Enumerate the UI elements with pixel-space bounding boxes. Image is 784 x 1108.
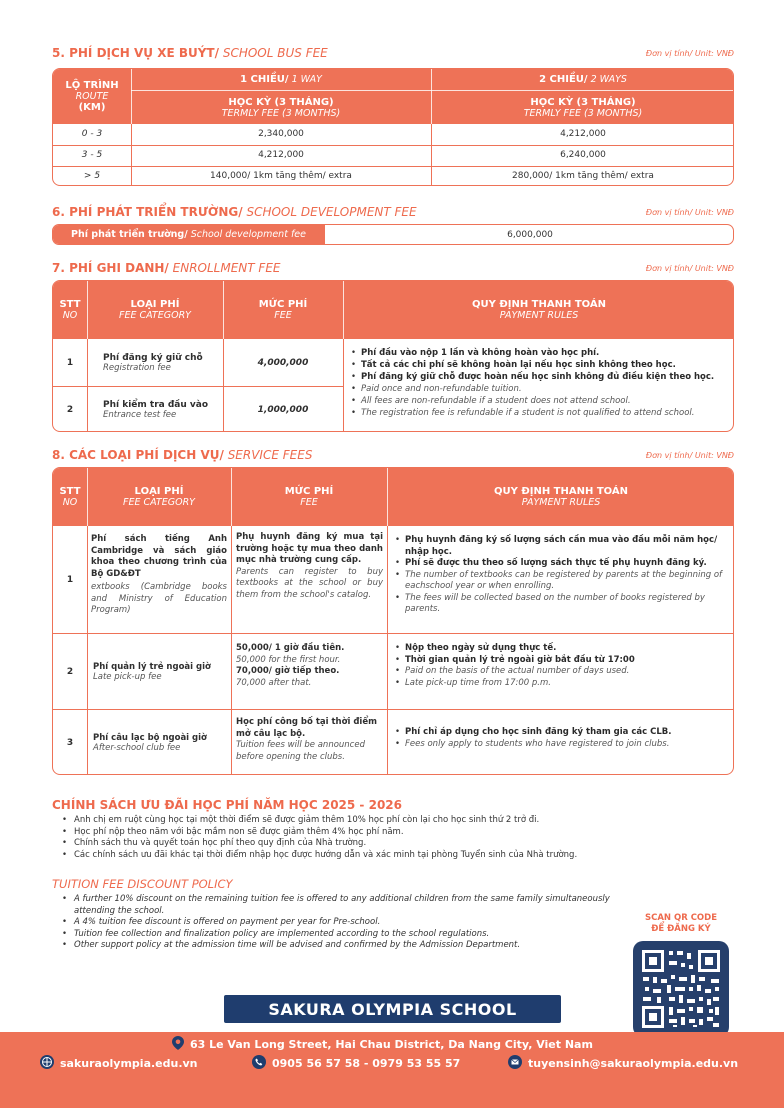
registration-qr-code[interactable]	[633, 941, 729, 1037]
one-way-term-header	[131, 91, 431, 124]
service-rule: Late pick-up time from 17:00 p.m.	[405, 677, 551, 688]
service-row-category-en: Late pick-up fee	[93, 671, 162, 682]
enrollment-row-no: 2	[66, 405, 74, 415]
service-row-rules: • Nộp theo ngày sử dụng thực tế. • Thời gian quản lý trẻ ngoài giờ bắt đầu từ 17:00 • Paid on the basis of the actual number of days used. • Late pick-up time from 17:00 p.m.	[395, 643, 635, 688]
service-header-fee-en: FEE	[300, 497, 318, 508]
two-ways-term-en: TERMLY FEE (3 MONTHS)	[523, 107, 643, 119]
service-fee-table	[52, 467, 734, 775]
service-header-rules-vi: QUY ĐỊNH THANH TOÁN	[494, 486, 628, 497]
service-header-category-vi: LOẠI PHÍ	[134, 486, 184, 497]
enrollment-row-category-vi: Phí đăng ký giữ chỗ	[103, 352, 203, 363]
policy-item-en: Other support policy at the admission time will be advised and confirmed by the Admission Department.	[74, 940, 521, 950]
section-5-title	[52, 46, 328, 60]
service-row-fee-en: Parents can register to buy textbooks at the school or buy them from the school's catalog.	[236, 566, 383, 600]
bus-row-one-way: 140,000/ 1km tăng thêm/ extra	[210, 171, 352, 181]
section-5-title-en: SCHOOL BUS FEE	[219, 46, 328, 60]
enrollment-header-stt-vi: STT	[59, 299, 81, 310]
service-row-rules: • Phí chỉ áp dụng cho học sinh đăng ký tham gia các CLB. • Fees only apply to students who have registered to join clubs.	[395, 727, 672, 749]
enrollment-rule: Paid once and non-refundable tuition.	[361, 384, 522, 394]
section-8-title-vi: 8. CÁC LOẠI PHÍ DỊCH VỤ/	[52, 448, 224, 462]
section-6-title	[52, 205, 417, 219]
development-fee-label-en: School development fee	[187, 229, 306, 240]
two-ways-header-en: 2 WAYS	[587, 74, 627, 85]
section-7-unit: Đơn vị tính/ Unit: VNĐ	[645, 264, 734, 273]
service-header-rules	[387, 468, 734, 526]
service-header-fee	[231, 468, 387, 526]
service-row-rules: • Phụ huynh đăng ký số lượng sách cần mua vào đầu mỗi năm học/ nhập học. • Phí sẽ được thu theo số lượng sách thực tế phụ huynh đăng ký. • The number of textbooks can be registered by parents at the beginning of eachschool year or when enrolling. • The fees will be collected based on the number of books registered by parents.	[395, 535, 729, 616]
enrollment-rules: • Phí đầu vào nộp 1 lần và không hoàn vào học phí. • Tất cả các chi phí sẽ không hoàn lại nếu học sinh không theo học. • Phí đăng ký giữ chỗ được hoàn nếu học sinh không đủ điều kiện theo học. • Paid once and non-refundable tuition. • All fees are non-refundable if a student does not attend school. • The registration fee is refundable if a student is not qualified to attend school.	[351, 348, 715, 418]
enrollment-rule: All fees are non-refundable if a student does not attend school.	[361, 396, 631, 406]
bus-row-route: 3 - 5	[81, 150, 103, 160]
enrollment-rule: Phí đầu vào nộp 1 lần và không hoàn vào học phí.	[361, 348, 600, 358]
one-way-header	[131, 69, 431, 90]
service-rule: Paid on the basis of the actual number of days used.	[405, 666, 630, 676]
service-rule: Nộp theo ngày sử dụng thực tế.	[405, 643, 557, 653]
footer-website[interactable]	[40, 1054, 198, 1073]
enrollment-row-no: 1	[66, 357, 74, 368]
section-8-title-en: SERVICE FEES	[223, 448, 313, 462]
section-7-title-vi: 7. PHÍ GHI DANH/	[52, 261, 169, 275]
enrollment-header-stt-en: NO	[62, 310, 78, 321]
service-row-fee-next-hour-en: 70,000 after that.	[236, 677, 312, 688]
two-ways-term-header	[431, 91, 734, 124]
website-link[interactable]: sakuraolympia.edu.vn	[60, 1057, 198, 1070]
school-name: SAKURA OLYMPIA SCHOOL	[268, 999, 517, 1019]
service-rule: Thời gian quản lý trẻ ngoài giờ bắt đầu từ 17:00	[405, 654, 635, 665]
enrollment-header-rules	[343, 281, 734, 339]
enrollment-header-fee	[223, 281, 343, 339]
section-8-title	[52, 448, 312, 462]
policy-item-vi: Chính sách thu và quyết toán học phí theo quy định của Nhà trường.	[74, 838, 367, 848]
enrollment-header-rules-vi: QUY ĐỊNH THANH TOÁN	[472, 299, 606, 310]
policy-item-en: A further 10% discount on the remaining tuition fee is offered to any additional children from the same family simultaneously attending the school.	[74, 894, 610, 916]
enrollment-row-fee: 1,000,000	[257, 405, 309, 415]
section-5-unit: Đơn vị tính/ Unit: VNĐ	[645, 49, 734, 58]
bus-row-two-ways: 280,000/ 1km tăng thêm/ extra	[512, 171, 654, 181]
enrollment-rule: Phí đăng ký giữ chỗ được hoàn nếu học sinh không đủ điều kiện theo học.	[361, 372, 715, 382]
service-header-stt	[53, 468, 87, 526]
route-header-en: ROUTE	[75, 91, 109, 102]
bus-row-two-ways: 6,240,000	[560, 150, 606, 160]
service-header-stt-en: NO	[62, 497, 78, 508]
development-fee-label	[71, 229, 306, 240]
enrollment-header-fee-vi: MỨC PHÍ	[258, 299, 308, 310]
enrollment-header-category	[87, 281, 223, 339]
enrollment-header-rules-en: PAYMENT RULES	[499, 310, 579, 321]
section-6-title-vi: 6. PHÍ PHÁT TRIỂN TRƯỜNG/	[52, 205, 243, 219]
section-5-title-vi: 5. PHÍ DỊCH VỤ XE BUÝT/	[52, 46, 220, 60]
enrollment-rule: Tất cả các chi phí sẽ không hoàn lại nếu học sinh không theo học.	[361, 360, 676, 370]
route-header	[53, 69, 131, 124]
section-6-title-en: SCHOOL DEVELOPMENT FEE	[242, 205, 417, 219]
policy-item-en: Tuition fee collection and finalization policy are implemented according to the school regulations.	[74, 928, 490, 939]
footer-address	[172, 1035, 593, 1054]
service-rule: Phí sẽ được thu theo số lượng sách thực tế phụ huynh đăng ký.	[405, 558, 707, 568]
enrollment-header-fee-en: FEE	[274, 310, 292, 321]
service-row-fee-vi: Phụ huynh đăng ký mua tại trường hoặc tự mua theo danh mục nhà trường cung cấp.	[236, 532, 383, 565]
service-row-no: 3	[66, 738, 74, 748]
service-row-fee-en: Tuition fees will be announced before opening the clubs.	[236, 740, 365, 762]
phone-icon	[252, 1054, 266, 1073]
policy-item-vi: Học phí nộp theo năm với bậc mầm non sẽ được giảm thêm 4% học phí năm.	[74, 826, 404, 837]
bus-row-two-ways: 4,212,000	[560, 129, 606, 139]
section-6-unit: Đơn vị tính/ Unit: VNĐ	[645, 208, 734, 217]
service-row-category-vi: Phí sách tiếng Anh Cambridge và sách giáo khoa theo chương trình của Bộ GD&ĐT	[91, 534, 227, 579]
service-row-category-en: After-school club fee	[93, 743, 181, 753]
footer-phone[interactable]	[252, 1054, 460, 1073]
enrollment-row-category-vi: Phí kiểm tra đầu vào	[103, 400, 209, 410]
development-fee-table	[52, 224, 734, 245]
route-header-vi: LỘ TRÌNH	[65, 80, 119, 91]
location-pin-icon	[172, 1035, 184, 1054]
two-ways-term-vi: HỌC KỲ (3 THÁNG)	[530, 96, 636, 108]
enrollment-row-category-en: Entrance test fee	[103, 410, 177, 420]
service-row-fee-first-hour-en: 50,000 for the first hour.	[236, 654, 341, 665]
bus-row-one-way: 2,340,000	[258, 129, 304, 139]
service-header-category-en: FEE CATEGORY	[123, 497, 195, 508]
service-rule: Fees only apply to students who have registered to join clubs.	[405, 738, 670, 749]
section-7-title	[52, 261, 280, 275]
one-way-header-en: 1 WAY	[288, 74, 322, 85]
policy-title-en: TUITION FEE DISCOUNT POLICY	[52, 877, 233, 891]
address-text: 63 Le Van Long Street, Hai Chau District, Da Nang City, Viet Nam	[190, 1038, 593, 1051]
two-ways-header-vi: 2 CHIỀU/	[539, 74, 588, 85]
policy-list-en: • A further 10% discount on the remaining tuition fee is offered to any additional children from the same family simultaneously attending the school. • A 4% tuition fee discount is offered on payment per year for Pre-school. • Tuition fee collection and finalization policy are implemented according to the school regulations. • Other support policy at the admission time will be advised and confirmed by the Admission Department.	[62, 894, 622, 952]
one-way-term-en: TERMLY FEE (3 MONTHS)	[221, 107, 341, 119]
enrollment-fee-table	[52, 280, 734, 432]
qr-caption-line1: SCAN QR CODE	[644, 913, 718, 923]
one-way-term-vi: HỌC KỲ (3 THÁNG)	[228, 96, 334, 108]
policy-list-vi: • Anh chị em ruột cùng học tại một thời điểm sẽ được giảm thêm 10% học phí còn lại cho học sinh thứ 2 trở đi. • Học phí nộp theo năm với bậc mầm non sẽ được giảm thêm 4% học phí năm. • Chính sách thu và quyết toán học phí theo quy định của Nhà trường. • Các chính sách ưu đãi khác tại thời điểm nhập học được hướng dẫn và xác minh tại phòng Tuyển sinh của Nhà trường.	[62, 815, 578, 860]
qr-caption-line2: ĐỂ ĐĂNG KÝ	[651, 924, 711, 934]
service-rule: The fees will be collected based on the number of books registered by parents.	[405, 592, 705, 614]
section-8-unit: Đơn vị tính/ Unit: VNĐ	[645, 451, 734, 460]
service-row-category-vi: Phí câu lạc bộ ngoài giờ	[93, 733, 207, 743]
policy-item-vi: Anh chị em ruột cùng học tại một thời điểm sẽ được giảm thêm 10% học phí còn lại cho học sinh thứ 2 trở đi.	[74, 815, 540, 825]
school-name-banner	[224, 995, 561, 1023]
one-way-header-vi: 1 CHIỀU/	[240, 74, 289, 85]
two-ways-header	[431, 69, 734, 90]
qr-code-icon	[633, 941, 729, 1037]
enrollment-header-category-en: FEE CATEGORY	[119, 310, 191, 321]
service-row-fee-first-hour: 50,000/ 1 giờ đầu tiên.	[236, 643, 345, 653]
service-header-stt-vi: STT	[59, 486, 81, 497]
service-rule: The number of textbooks can be registered by parents at the beginning of eachschool year or when enrolling.	[405, 569, 723, 591]
development-fee-value: 6,000,000	[507, 230, 553, 240]
enrollment-row-category-en: Registration fee	[103, 362, 171, 373]
mail-icon	[508, 1054, 522, 1073]
service-header-rules-en: PAYMENT RULES	[521, 497, 601, 508]
service-row-no: 2	[66, 666, 74, 677]
bus-fee-table	[52, 68, 734, 186]
enrollment-header-category-vi: LOẠI PHÍ	[130, 299, 180, 310]
footer-email[interactable]	[508, 1054, 738, 1073]
service-row-fee-vi: Học phí công bố tại thời điểm mở câu lạc bộ.	[236, 717, 377, 739]
route-header-km: (KM)	[78, 102, 106, 113]
policy-item-en: A 4% tuition fee discount is offered on payment per year for Pre-school.	[74, 917, 381, 927]
enrollment-header-stt	[53, 281, 87, 339]
bus-row-route: > 5	[83, 171, 101, 181]
globe-icon	[40, 1054, 54, 1073]
service-header-category	[87, 468, 231, 526]
section-7-title-en: ENROLLMENT FEE	[168, 261, 281, 275]
development-fee-label-vi: Phí phát triển trường/	[71, 229, 188, 240]
email-link[interactable]: tuyensinh@sakuraolympia.edu.vn	[528, 1057, 739, 1070]
qr-caption	[620, 913, 742, 935]
service-row-fee-next-hour: 70,000/ giờ tiếp theo.	[236, 666, 340, 676]
bus-row-route: 0 - 3	[81, 129, 103, 139]
phone-text[interactable]: 0905 56 57 58 - 0979 53 55 57	[272, 1057, 461, 1070]
service-header-fee-vi: MỨC PHÍ	[284, 486, 334, 497]
bus-row-one-way: 4,212,000	[258, 150, 304, 160]
service-rule: Phí chỉ áp dụng cho học sinh đăng ký tham gia các CLB.	[405, 727, 672, 737]
service-row-no: 1	[66, 574, 74, 585]
service-row-category-en: extbooks (Cambridge books and Ministry of Education Program)	[91, 582, 227, 615]
policy-title-vi: CHÍNH SÁCH ƯU ĐÃI HỌC PHÍ NĂM HỌC 2025 - 2026	[52, 798, 402, 812]
policy-item-vi: Các chính sách ưu đãi khác tại thời điểm nhập học được hướng dẫn và xác minh tại phòng Tuyển sinh của Nhà trường.	[74, 849, 578, 860]
service-rule: Phụ huynh đăng ký số lượng sách cần mua vào đầu mỗi năm học/ nhập học.	[405, 535, 718, 557]
service-row-category-vi: Phí quản lý trẻ ngoài giờ	[93, 661, 211, 672]
enrollment-row-fee: 4,000,000	[257, 357, 309, 368]
enrollment-rule: The registration fee is refundable if a student is not qualified to attend school.	[361, 408, 695, 418]
